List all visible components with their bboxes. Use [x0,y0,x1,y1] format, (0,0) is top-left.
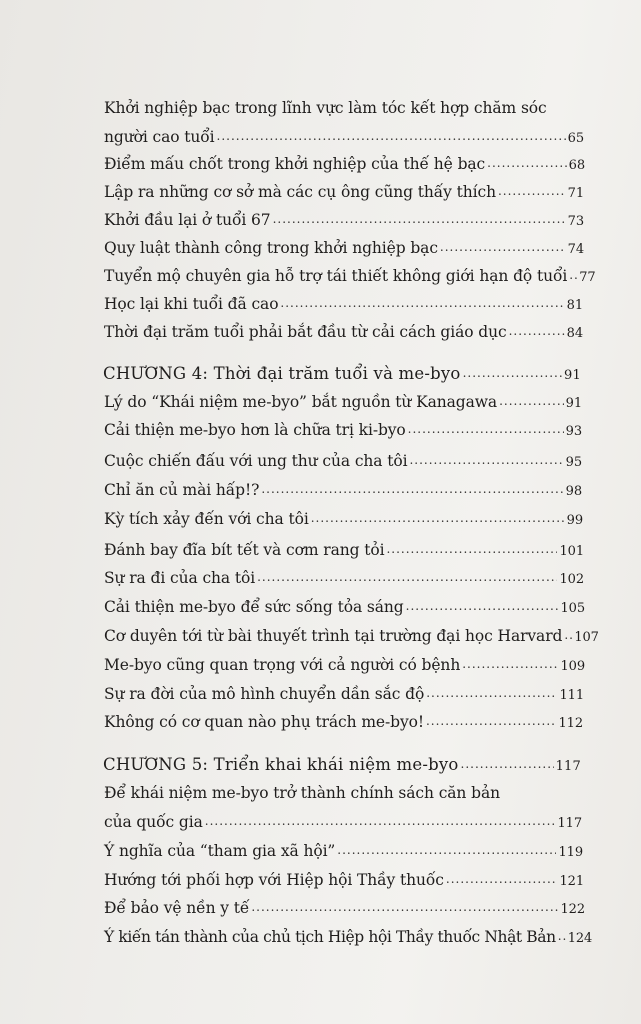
dot-leader [406,595,559,616]
toc-entry-title: Cải thiện me-byo để sức sống tỏa sáng [104,598,404,616]
toc-entry [104,392,582,414]
toc-entry [104,154,585,176]
dot-leader [440,236,566,257]
dot-leader [311,507,565,528]
chapter-heading [103,364,581,386]
toc-entry [104,238,584,260]
toc-entry-title: Cuộc chiến đấu với ung thư của cha tôi [104,452,408,470]
toc-entry [104,420,582,442]
toc-entry-page: 102 [559,572,584,587]
toc-entry-page: 77 [579,270,596,285]
toc-entry-title: Ý kiến tán thành của chủ tịch Hiệp hội Thầy thuốc Nhật Bản [104,928,556,946]
toc-entry-page: 73 [567,214,584,229]
toc-entry-page: 93 [565,424,582,439]
toc-entry-page: 109 [560,659,585,674]
chapter-heading [103,755,581,777]
chapter-title: CHƯƠNG 4: Thời đại trăm tuổi và me-byo [103,364,461,383]
toc-entry [104,98,574,118]
dot-leader [569,264,577,285]
toc-entry-page: 124 [567,931,593,946]
toc-entry-title: Chỉ ăn củ mài hấp!? [104,481,260,499]
dot-leader [426,710,557,731]
toc-entry [104,597,585,619]
toc-entry-title: Cải thiện me-byo hơn là chữa trị ki-byo [104,421,406,439]
toc-entry [104,812,582,834]
dot-leader [499,390,564,411]
dot-leader [408,418,564,439]
toc-entry-page: 107 [574,630,599,645]
dot-leader [463,362,562,383]
dot-leader [261,478,563,499]
toc-entry [104,480,582,502]
toc-entry-title: Ý nghĩa của “tham gia xã hội” [104,842,336,860]
toc-entry-title: của quốc gia [104,813,203,831]
toc-entry-title: Tuyển mộ chuyên gia hỗ trợ tái thiết không giới hạn độ tuổi [104,267,568,285]
toc-entry-title: Kỳ tích xảy đến với cha tôi [104,510,309,528]
dot-leader [446,868,558,889]
toc-entry-page: 81 [566,298,583,313]
toc-entry-page: 71 [567,186,584,201]
toc-entry-title: Lý do “Khái niệm me-byo” bắt nguồn từ Kanagawa [104,393,498,411]
chapter-page: 91 [564,368,581,383]
toc-entry-title: Để bảo vệ nền y tế [104,899,250,917]
toc-entry-page: 121 [559,874,584,889]
dot-leader [337,839,556,860]
toc-entry [104,655,585,677]
toc-entry [104,540,584,562]
toc-entry [104,783,574,803]
toc-entry-title: Học lại khi tuổi đã cao [104,295,279,313]
toc-entry-title: Sự ra đời của mô hình chuyển dần sắc độ [104,685,425,703]
toc-entry-page: 65 [567,131,584,146]
toc-entry [104,927,593,949]
dot-leader [487,152,567,173]
toc-entry [104,684,584,706]
toc-entry [104,712,583,734]
dot-leader [498,180,566,201]
toc-entry [104,127,584,149]
dot-leader [409,449,563,470]
toc-entry-page: 117 [557,816,582,831]
toc-entry [104,841,583,863]
toc-entry [104,626,599,648]
toc-entry [104,210,584,232]
toc-entry-title: Me-byo cũng quan trọng với cả người có bệnh [104,656,461,674]
toc-entry [104,182,584,204]
dot-leader [273,208,566,229]
dot-leader [564,624,572,645]
dot-leader [386,538,557,559]
toc-entry-page: 101 [559,544,584,559]
toc-entry-page: 99 [566,513,583,528]
toc-entry [104,266,596,288]
dot-leader [462,653,558,674]
toc-entry [104,509,583,531]
dot-leader [558,925,566,946]
toc-entry [104,898,585,920]
dot-leader [426,682,557,703]
toc-entry-title: Khởi đầu lại ở tuổi 67 [104,211,271,229]
dot-leader [280,292,564,313]
dot-leader [509,320,565,341]
toc-entry-page: 98 [565,484,582,499]
dot-leader [461,753,554,774]
toc-entry-title: Lập ra những cơ sở mà các cụ ông cũng thấy thích [104,183,496,201]
dot-leader [257,566,557,587]
chapter-page: 117 [555,759,581,774]
toc-entry-title: Đánh bay đĩa bít tết và cơm rang tỏi [104,541,385,559]
toc-entry-page: 74 [567,242,584,257]
toc-entry [104,294,583,316]
toc-entry-page: 111 [559,688,584,703]
toc-entry-title: Thời đại trăm tuổi phải bắt đầu từ cải cách giáo dục [104,323,507,341]
toc-entry [104,870,584,892]
toc-entry-title: Không có cơ quan nào phụ trách me-byo! [104,713,424,731]
toc-entry-page: 119 [558,845,583,860]
toc-entry-title: Khởi nghiệp bạc trong lĩnh vực làm tóc kết hợp chăm sóc [104,99,547,117]
toc-entry-page: 68 [568,158,585,173]
toc-entry-title: Để khái niệm me-byo trở thành chính sách căn bản [104,784,500,802]
toc-entry-title: Điểm mấu chốt trong khởi nghiệp của thế hệ bạc [104,155,486,173]
toc-entry [104,322,583,344]
toc-entry-title: người cao tuổi [104,128,215,146]
toc-entry-page: 95 [565,455,582,470]
dot-leader [251,896,558,917]
toc-entry-title: Cơ duyên tới từ bài thuyết trình tại trường đại học Harvard [104,627,563,645]
toc-entry [104,451,582,473]
toc-entry-title: Hướng tới phối hợp với Hiệp hội Thầy thuốc [104,871,444,889]
toc-entry-page: 105 [560,601,585,616]
toc-entry-page: 112 [558,716,583,731]
toc-entry-title: Quy luật thành công trong khởi nghiệp bạc [104,239,438,257]
toc-entry [104,568,584,590]
chapter-title: CHƯƠNG 5: Triển khai khái niệm me-byo [103,755,459,774]
toc-entry-title: Sự ra đi của cha tôi [104,569,256,587]
toc-entry-page: 84 [566,326,583,341]
toc-entry-page: 122 [560,902,585,917]
dot-leader [205,810,556,831]
dot-leader [217,125,566,146]
toc-entry-page: 91 [565,396,582,411]
